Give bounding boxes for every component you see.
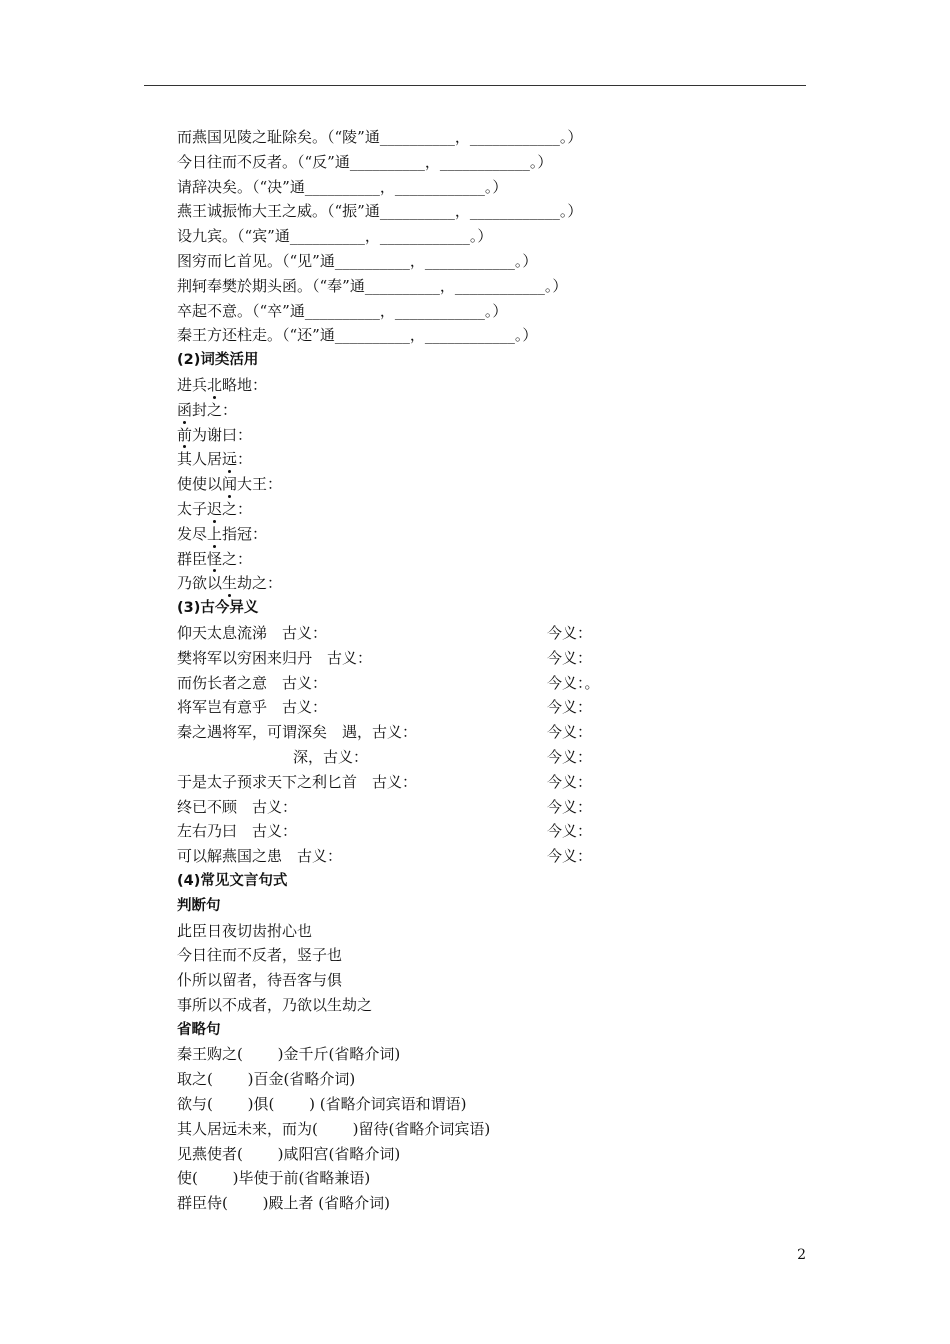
- word-class-item: [177, 497, 797, 522]
- modern-meaning: 今义：: [547, 747, 593, 766]
- text-after: 劫之：: [237, 574, 283, 593]
- text-before: 使使以: [177, 475, 223, 494]
- tongjia-line: 荆轲奉樊於期头函。（“奉”通__________，____________。）: [177, 276, 568, 295]
- ancient-modern-row: [177, 745, 797, 770]
- emphasized-char: 迟: [207, 497, 222, 522]
- ancient-modern-row: [177, 770, 797, 795]
- subsection-heading: 判断句: [177, 897, 221, 914]
- word-class-item: [177, 472, 797, 497]
- ancient-modern-row: [177, 795, 797, 820]
- modern-meaning: 今义：: [547, 723, 593, 742]
- omission-sentence: 使( )毕使于前(省略兼语): [177, 1169, 371, 1188]
- ancient-meaning: 秦之遇将军，可谓深矣 遇，古义：: [177, 723, 418, 742]
- text-before: 发尽: [177, 524, 208, 543]
- ancient-meaning: 而伤长者之意 古义：: [177, 673, 328, 692]
- text-before: 乃欲以: [177, 574, 223, 593]
- section-heading: (2)词类活用: [177, 352, 259, 369]
- modern-meaning: 今义：: [547, 797, 593, 816]
- modern-meaning: 今义：: [547, 822, 593, 841]
- header-rule: [144, 85, 806, 86]
- modern-meaning: 今义：。: [547, 673, 600, 692]
- text-before: 太子: [177, 499, 208, 518]
- emphasized-char: 远: [222, 447, 237, 472]
- text-after: 之：: [222, 499, 253, 518]
- ancient-meaning: 于是太子预求天下之利匕首 古义：: [177, 772, 418, 791]
- omission-sentence: 其人居远未来，而为( )留待(省略介词宾语): [177, 1119, 491, 1138]
- word-class-item: [177, 373, 797, 398]
- word-class-item: [177, 447, 797, 472]
- text-before: 进兵: [177, 375, 208, 394]
- judgment-sentence: 事所以不成者，乃欲以生劫之: [177, 995, 373, 1014]
- omission-sentence: 欲与( )俱( ) (省略介词宾语和谓语): [177, 1095, 467, 1114]
- judgment-sentence: 今日往而不反者，竖子也: [177, 946, 343, 965]
- modern-meaning: 今义：: [547, 847, 593, 866]
- word-class-list: [177, 373, 797, 596]
- text-after: 为谢曰：: [192, 425, 253, 444]
- ancient-meaning: 可以解燕国之患 古义：: [177, 847, 343, 866]
- emphasized-char: 怪: [207, 547, 222, 572]
- tongjia-line: 图穷而匕首见。（“见”通__________，____________。）: [177, 251, 538, 270]
- text-after: 略地：: [222, 375, 268, 394]
- text-after: ：: [237, 450, 253, 469]
- omission-sentence: 见燕使者( )咸阳宫(省略介词): [177, 1144, 401, 1163]
- ancient-modern-row: [177, 646, 797, 671]
- text-after: 大王：: [237, 475, 283, 494]
- ancient-meaning: 仰天太息流涕 古义：: [177, 623, 328, 642]
- section-heading: (4)常见文言句式: [177, 872, 288, 889]
- ancient-modern-row: [177, 621, 797, 646]
- ancient-modern-row: [177, 671, 797, 696]
- text-before: 其人居: [177, 450, 223, 469]
- tongjia-line: 卒起不意。（“卒”通__________，____________。）: [177, 301, 508, 320]
- modern-meaning: 今义：: [547, 772, 593, 791]
- ancient-meaning: 将军岂有意乎 古义：: [177, 698, 328, 717]
- page-number: 2: [797, 1247, 806, 1263]
- modern-meaning: 今义：: [547, 648, 593, 667]
- word-class-item: [177, 547, 797, 572]
- ancient-modern-row: [177, 720, 797, 745]
- emphasized-char: 北: [207, 373, 222, 398]
- tongjia-line: 设九宾。（“宾”通__________，____________。）: [177, 227, 493, 246]
- tongjia-line: 而燕国见陵之耻除矣。（“陵”通__________，____________。）: [177, 128, 583, 146]
- page-content: [177, 125, 797, 1216]
- subsection-heading: 省略句: [177, 1021, 221, 1038]
- ancient-modern-row: [177, 695, 797, 720]
- text-after: 指冠：: [222, 524, 268, 543]
- modern-meaning: 今义：: [547, 623, 593, 642]
- omission-sentence: 秦王购之( )金千斤(省略介词): [177, 1045, 401, 1064]
- judgment-sentence: 仆所以留者，待吾客与俱: [177, 971, 343, 990]
- word-class-item: [177, 571, 797, 596]
- tongjia-line: 请辞决矣。（“决”通__________，____________。）: [177, 177, 508, 196]
- section-heading: (3)古今异义: [177, 600, 259, 617]
- text-after: 封之：: [192, 400, 238, 419]
- emphasized-char: 生: [222, 571, 237, 596]
- judgment-sentence: 此臣日夜切齿拊心也: [177, 921, 313, 940]
- text-before: 群臣: [177, 549, 208, 568]
- omission-sentence: 群臣侍( )殿上者 (省略介词): [177, 1194, 390, 1213]
- tongjia-line: 今日往而不反者。（“反”通__________，____________。）: [177, 152, 553, 171]
- text-after: 之：: [222, 549, 253, 568]
- ancient-modern-list: [177, 621, 797, 869]
- ancient-modern-row: [177, 844, 797, 869]
- ancient-meaning: 终已不顾 古义：: [177, 797, 298, 816]
- word-class-item: [177, 423, 797, 448]
- ancient-meaning: 深，古义：: [293, 747, 369, 766]
- emphasized-char: 前: [177, 423, 192, 448]
- tongjia-line: 秦王方还柱走。（“还”通__________，____________。）: [177, 326, 538, 345]
- word-class-item: [177, 398, 797, 423]
- tongjia-line: 燕王诚振怖大王之威。（“振”通__________，____________。）: [177, 202, 583, 221]
- ancient-meaning: 左右乃曰 古义：: [177, 822, 298, 841]
- ancient-modern-row: [177, 819, 797, 844]
- omission-sentence: 取之( )百金(省略介词): [177, 1070, 356, 1089]
- word-class-item: [177, 522, 797, 547]
- emphasized-char: 上: [207, 522, 222, 547]
- emphasized-char: 闻: [222, 472, 237, 497]
- modern-meaning: 今义：: [547, 698, 593, 717]
- ancient-meaning: 樊将军以穷困来归丹 古义：: [177, 648, 373, 667]
- emphasized-char: 函: [177, 398, 192, 423]
